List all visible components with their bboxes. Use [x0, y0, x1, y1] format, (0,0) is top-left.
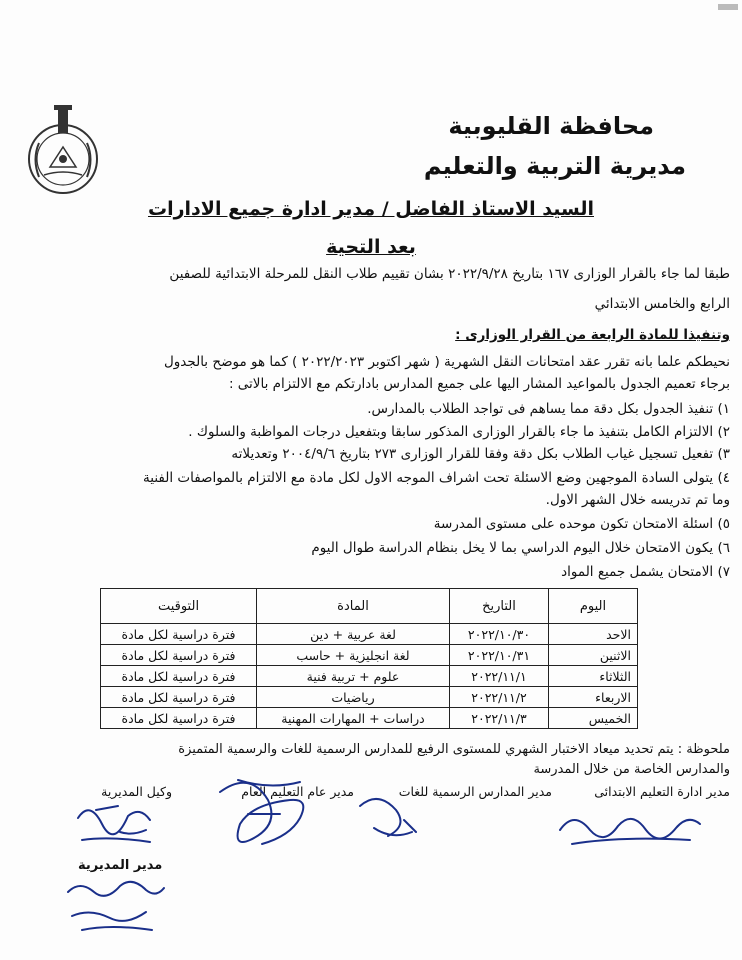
row-day: الاثنين	[549, 645, 638, 666]
header-subject: المادة	[257, 589, 450, 624]
row-subject: رياضيات	[257, 687, 450, 708]
row-subject: علوم + تربية فنية	[257, 666, 450, 687]
greeting-line: بعد التحية	[326, 236, 416, 258]
note-line-1: ملحوظة : يتم تحديد ميعاد الاختبار الشهري للمستوى الرفيع للمدارس الرسمية للغات والرسمية المتميزة	[178, 742, 730, 757]
instruction-item-5: ٥) اسئلة الامتحان تكون موحده على مستوى المدرسة	[433, 516, 730, 532]
notice-line-2: برجاء تعميم الجدول بالمواعيد المشار اليها على جميع المدارس بادارتكم مع الالتزام بالاتى :	[228, 376, 730, 392]
header-date: التاريخ	[450, 589, 549, 624]
row-day: الخميس	[549, 708, 638, 729]
directorate-director-title: مدير المديرية	[78, 858, 163, 873]
row-date: ٢٠٢٢/١٠/٣١	[450, 645, 549, 666]
notice-line-1: نحيطكم علما بانه تقرر عقد امتحانات النقل الشهرية ( شهر اكتوبر ٢٠٢٢/٢٠٢٣ ) كما هو موضح بالجدول	[163, 354, 730, 370]
table-row	[101, 687, 638, 708]
instruction-item-3: ٣) تفعيل تسجيل غياب الطلاب بكل دقة وفقا للقرار الوزارى ٢٧٣ بتاريخ ٢٠٠٤/٩/٦ وتعديلاته	[231, 446, 730, 462]
row-timing: فترة دراسية لكل مادة	[101, 708, 257, 729]
governorate-title: محافظة القليوبية	[448, 112, 654, 140]
row-timing: فترة دراسية لكل مادة	[101, 645, 257, 666]
signatory-deputy: وكيل المديرية	[101, 784, 172, 799]
instruction-item-4: ٤) يتولى السادة الموجهين وضع الاسئلة تحت اشراف الموجه الاول لكل مادة مع الالتزام بالمواصفات الفنية	[143, 470, 730, 486]
exam-schedule-table	[100, 588, 638, 729]
signatory-general-education-director: مدير عام التعليم العام	[241, 784, 354, 799]
intro-line-1: طبقا لما جاء بالقرار الوزارى ١٦٧ بتاريخ ٢٠٢٢/٩/٢٨ بشان تقييم طلاب النقل للمرحلة الابتدائية للصفين	[169, 266, 730, 282]
instruction-item-7: ٧) الامتحان يشمل جميع المواد	[561, 564, 730, 580]
header-timing: التوقيت	[101, 589, 257, 624]
row-date: ٢٠٢٢/١١/٢	[450, 687, 549, 708]
instruction-item-4-cont: وما تم تدريسه خلال الشهر الاول.	[545, 492, 730, 508]
instruction-item-1: ١) تنفيذ الجدول بكل دقة مما يساهم فى تواجد الطلاب بالمدارس.	[367, 401, 730, 417]
scan-corner-mark	[718, 4, 738, 10]
table-row	[101, 645, 638, 666]
table-row	[101, 708, 638, 729]
row-day: الاربعاء	[549, 687, 638, 708]
instruction-item-2: ٢) الالتزام الكامل بتنفيذ ما جاء بالقرار الوزارى المذكور سابقا وبتفعيل درجات المواظبة والسلوك .	[188, 424, 730, 440]
row-date: ٢٠٢٢/١١/١	[450, 666, 549, 687]
instruction-item-6: ٦) يكون الامتحان خلال اليوم الدراسي بما لا يخل بنظام الدراسة طوال اليوم	[311, 540, 730, 556]
header-day: اليوم	[549, 589, 638, 624]
article-heading: وتنفيذا للمادة الرابعة من القرار الوزارى :	[455, 327, 730, 343]
table-header-row	[101, 589, 638, 624]
directorate-director-signature	[60, 872, 170, 942]
signatory-primary-director: مدير ادارة التعليم الابتدائى	[594, 784, 730, 799]
row-timing: فترة دراسية لكل مادة	[101, 666, 257, 687]
directorate-title: مديرية التربية والتعليم	[423, 152, 686, 180]
signatory-language-schools-director: مدير المدارس الرسمية للغات	[398, 784, 552, 799]
row-subject: لغة انجليزية + حاسب	[257, 645, 450, 666]
ministry-emblem-logo	[24, 103, 102, 197]
table-row	[101, 666, 638, 687]
row-subject: لغة عربية + دين	[257, 624, 450, 645]
row-date: ٢٠٢٢/١١/٣	[450, 708, 549, 729]
row-timing: فترة دراسية لكل مادة	[101, 687, 257, 708]
row-timing: فترة دراسية لكل مادة	[101, 624, 257, 645]
note-line-2: والمدارس الخاصة من خلال المدرسة	[533, 762, 730, 777]
row-subject: دراسات + المهارات المهنية	[257, 708, 450, 729]
intro-line-2: الرابع والخامس الابتدائي	[594, 296, 730, 312]
row-date: ٢٠٢٢/١٠/٣٠	[450, 624, 549, 645]
addressee-line: السيد الاستاذ الفاضل / مدير ادارة جميع الادارات	[148, 198, 594, 220]
row-day: الاحد	[549, 624, 638, 645]
table-row	[101, 624, 638, 645]
row-day: الثلاثاء	[549, 666, 638, 687]
